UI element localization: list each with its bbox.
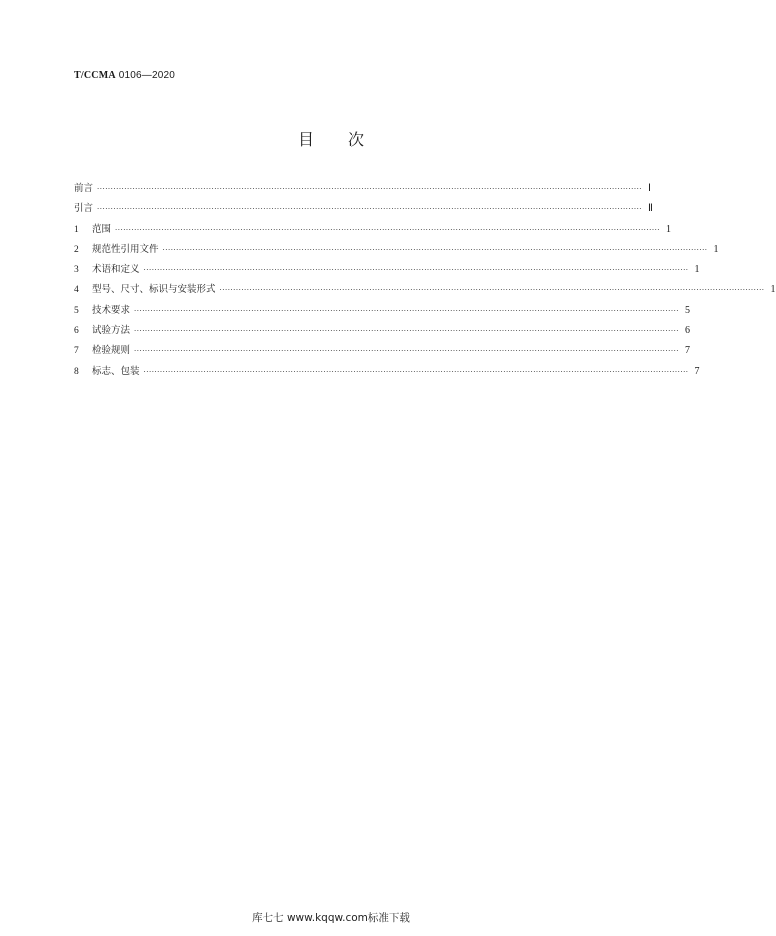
toc-entry-page: 1: [694, 264, 700, 276]
toc-leader-dots: ········································································································································································································: [134, 306, 680, 315]
toc-entry-number: 2: [74, 244, 79, 255]
toc-entry-number: 1: [74, 224, 79, 235]
toc-leader-dots: ········································································································································································································: [143, 367, 689, 376]
toc-entry-label: 范围: [92, 223, 112, 235]
toc-entry-page: 7: [685, 345, 691, 357]
toc-leader-dots: ········································································································································································································: [115, 225, 661, 234]
toc-leader-dots: ········································································································································································································: [143, 266, 689, 275]
toc-entry[interactable]: [74, 180, 651, 200]
toc-entry-page: Ⅱ: [648, 203, 653, 215]
toc-entry[interactable]: [74, 261, 700, 281]
page-title: 目次: [297, 130, 398, 149]
toc-leader-dots: ········································································································································································································: [134, 327, 680, 336]
toc-entry[interactable]: [74, 302, 691, 322]
toc-entry-label: 型号、尺寸、标识与安装形式: [92, 284, 216, 296]
toc-entry[interactable]: [74, 281, 776, 301]
toc-entry-label: 检验规则: [92, 345, 131, 357]
toc-entry[interactable]: [74, 241, 719, 261]
toc-entry-label: 引言: [74, 203, 94, 215]
toc-leader-dots: ········································································································································································································: [162, 245, 708, 254]
toc-entry-page: Ⅰ: [648, 183, 651, 194]
toc-entry-page: 6: [685, 325, 691, 337]
toc-entry-label: 试验方法: [92, 325, 131, 337]
toc-entry[interactable]: [74, 221, 672, 241]
toc-entry-page: 1: [770, 284, 776, 296]
standard-code-prefix: T/CCMA: [74, 70, 116, 81]
toc-entry[interactable]: [74, 342, 691, 362]
toc-entry-label: 标志、包装: [92, 365, 140, 377]
toc-entry-label: 前言: [74, 183, 94, 194]
toc-entry[interactable]: [74, 200, 653, 220]
toc-entry-number: 6: [74, 326, 79, 337]
toc-leader-dots: ········································································································································································································: [219, 286, 765, 295]
toc-leader-dots: ········································································································································································································: [134, 347, 680, 356]
toc-entry-label: 规范性引用文件: [92, 243, 159, 255]
toc-entry-number: 8: [74, 366, 79, 377]
table-of-contents: [74, 180, 776, 383]
toc-entry-page: 1: [713, 243, 719, 255]
toc-entry-number: 7: [74, 346, 79, 357]
toc-leader-dots: ········································································································································································································: [97, 185, 643, 193]
standard-code: [74, 70, 175, 81]
toc-entry-page: 1: [666, 223, 672, 235]
toc-entry-number: 4: [74, 285, 79, 296]
standard-code-number: 0106—2020: [115, 70, 176, 81]
toc-entry-page: 5: [685, 304, 691, 316]
toc-entry-number: 3: [74, 265, 79, 276]
toc-entry[interactable]: [74, 322, 691, 342]
toc-entry[interactable]: [74, 363, 700, 383]
footer-watermark: 库七七 www.kqqw.com标准下载: [252, 912, 410, 924]
toc-leader-dots: ········································································································································································································: [97, 205, 643, 214]
toc-entry-label: 技术要求: [92, 304, 131, 316]
toc-entry-label: 术语和定义: [92, 264, 140, 276]
toc-entry-number: 5: [74, 305, 79, 316]
toc-entry-page: 7: [694, 365, 700, 377]
